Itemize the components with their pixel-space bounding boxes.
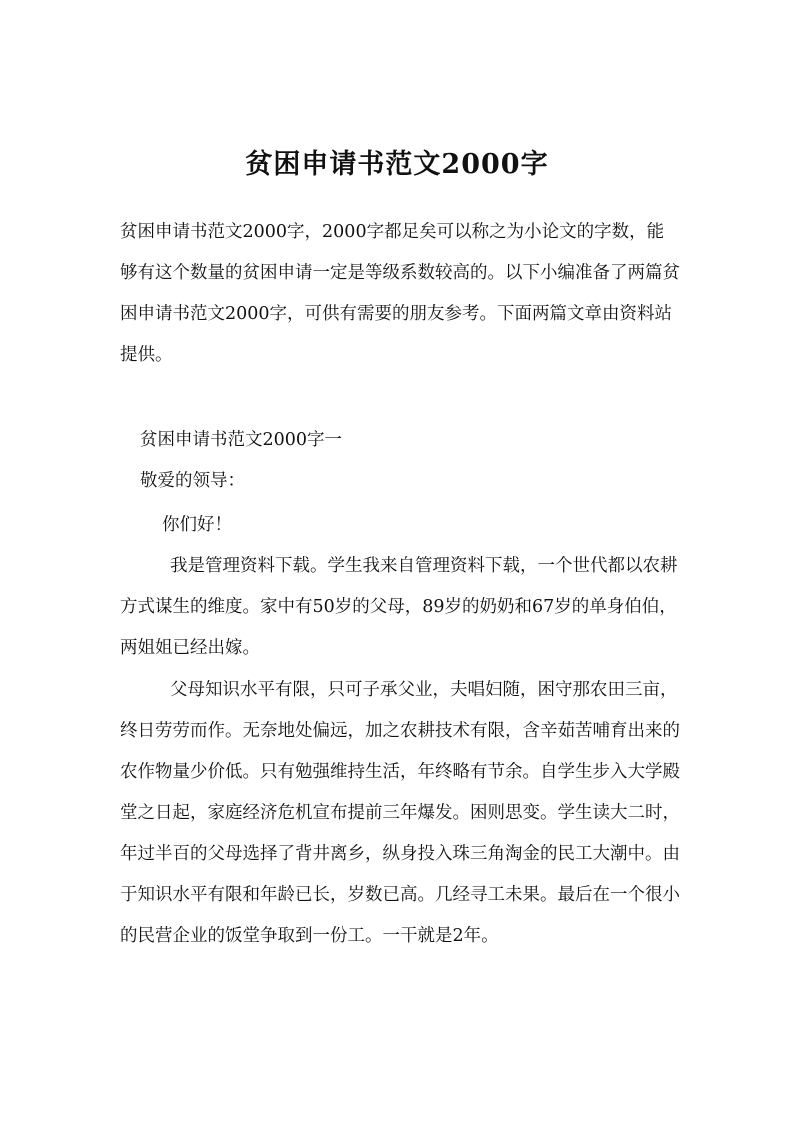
intro-paragraph: 贫困申请书范文2000字，2000字都足矣可以称之为小论文的字数，能够有这个数量的贫困申请一定是等级系数较高的。以下小编准备了两篇贫困申请书范文2000字，可供有需要的朋友参考。下面两篇文章由资料站提供。 <box>120 222 680 365</box>
salutation: 敬爱的领导： <box>140 471 245 491</box>
section-title: 贫困申请书范文2000字一 <box>140 430 343 450</box>
body-paragraph: 我是管理资料下载。学生我来自管理资料下载，一个世代都以农耕方式谋生的维度。家中有50岁的父母，89岁的奶奶和67岁的单身伯伯，两姐姐已经出嫁。 <box>120 556 678 658</box>
greeting: 你们好！ <box>162 515 232 535</box>
body-paragraph: 父母知识水平有限，只可子承父业，夫唱妇随，困守那农田三亩，终日劳劳而作。无奈地处偏远，加之农耕技术有限，含辛茹苦哺育出来的农作物量少价低。只有勉强维持生活，年终略有节余。自学生步入大学殿堂之日起，家庭经济危机宣布提前三年爆发。困则思变。学生读大二时，年过半百的父母选择了背井离乡，纵身投入珠三角淘金的民工大潮中。由于知识水平有限和年龄已长，岁数已高。几经寻工未果。最后在一个很小的民营企业的饭堂争取到一份工。一干就是2年。 <box>120 680 680 946</box>
document-title: 贫困申请书范文2000字 <box>245 149 549 180</box>
